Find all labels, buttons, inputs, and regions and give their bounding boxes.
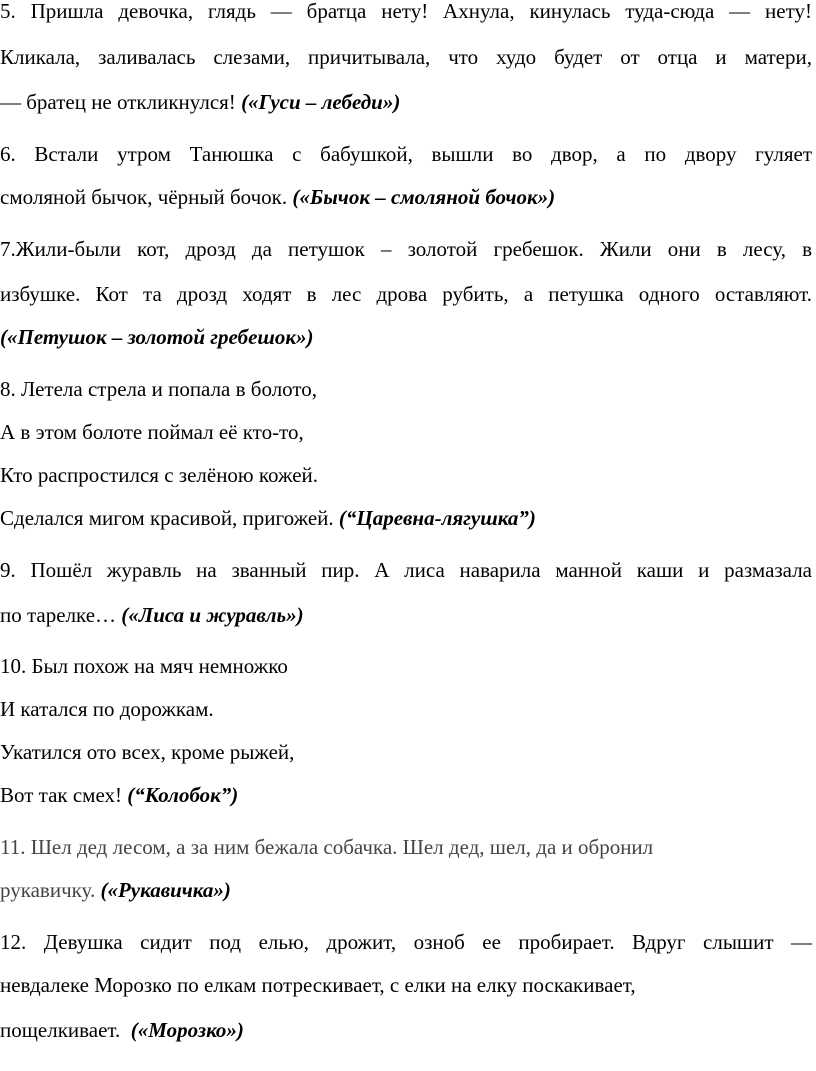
riddle-11-line-1: 11. Шел дед лесом, а за ним бежала собачка. Шел дед, шел, да и обронил [0, 835, 654, 859]
riddle-5-text: — братец не откликнулся! [0, 90, 236, 114]
riddle-12-line-3 [0, 1017, 244, 1043]
riddle-7-line-2: избушке. Кот та дрозд ходят в лес дрова рубить, а петушка одного оставляют. [0, 282, 812, 306]
riddle-12-line-1: 12. Девушка сидит под елью, дрожит, озноб ее пробирает. Вдруг слышит — [0, 930, 812, 954]
riddle-7-line-1: 7.Жили-были кот, дрозд да петушок – золотой гребешок. Жили они в лесу, в [0, 237, 812, 261]
riddle-10-text: Вот так смех! [0, 783, 123, 807]
riddle-9-answer: («Лиса и журавль») [121, 603, 304, 627]
riddle-10-answer: (“Колобок”) [127, 783, 239, 807]
riddle-11-line-2 [0, 877, 231, 903]
riddle-8-line-4 [0, 505, 536, 531]
riddle-5-answer: («Гуси – лебеди») [241, 90, 401, 114]
riddle-10-line-1: 10. Был похож на мяч немножко [0, 654, 288, 678]
riddle-9-line-2 [0, 602, 304, 628]
riddle-10-line-3: Укатился ото всех, кроме рыжей, [0, 740, 295, 764]
riddle-8-text: Сделался мигом красивой, пригожей. [0, 506, 334, 530]
riddle-12-answer: («Морозко») [130, 1018, 244, 1042]
riddle-11-answer: («Рукавичка») [100, 878, 231, 902]
riddle-10-line-4 [0, 782, 238, 808]
riddle-6-line-2 [0, 184, 555, 210]
riddle-10-line-2: И катался по дорожкам. [0, 697, 214, 721]
riddle-6-answer: («Бычок – смоляной бочок») [292, 185, 556, 209]
riddle-8-line-3: Кто распростился с зелёною кожей. [0, 463, 319, 487]
riddle-5-line-3 [0, 89, 400, 115]
riddle-5-line-2: Кликала, заливалась слезами, причитывала, что худо будет от отца и матери, [0, 45, 812, 69]
riddle-9-line-1: 9. Пошёл журавль на званный пир. А лиса наварила манной каши и размазала [0, 558, 812, 582]
riddle-8-line-2: А в этом болоте поймал её кто-то, [0, 420, 304, 444]
riddle-7-answer: («Петушок – золотой гребешок») [0, 325, 314, 349]
riddle-12-text: пощелкивает. [0, 1018, 121, 1042]
riddle-9-text: по тарелке… [0, 603, 117, 627]
riddle-12-line-2: невдалеке Морозко по елкам потрескивает, с елки на елку поскакивает, [0, 973, 636, 997]
riddle-6-text: смоляной бычок, чёрный бочок. [0, 185, 288, 209]
riddle-11-text: рукавичку. [0, 878, 96, 902]
riddle-8-line-1: 8. Летела стрела и попала в болото, [0, 377, 318, 401]
riddle-8-answer: (“Царевна-лягушка”) [338, 506, 536, 530]
riddle-6-line-1: 6. Встали утром Танюшка с бабушкой, вышли во двор, а по двору гуляет [0, 142, 812, 166]
riddle-5-line-1: 5. Пришла девочка, глядь — братца нету! Ахнула, кинулась туда-сюда — нету! [0, 0, 812, 23]
